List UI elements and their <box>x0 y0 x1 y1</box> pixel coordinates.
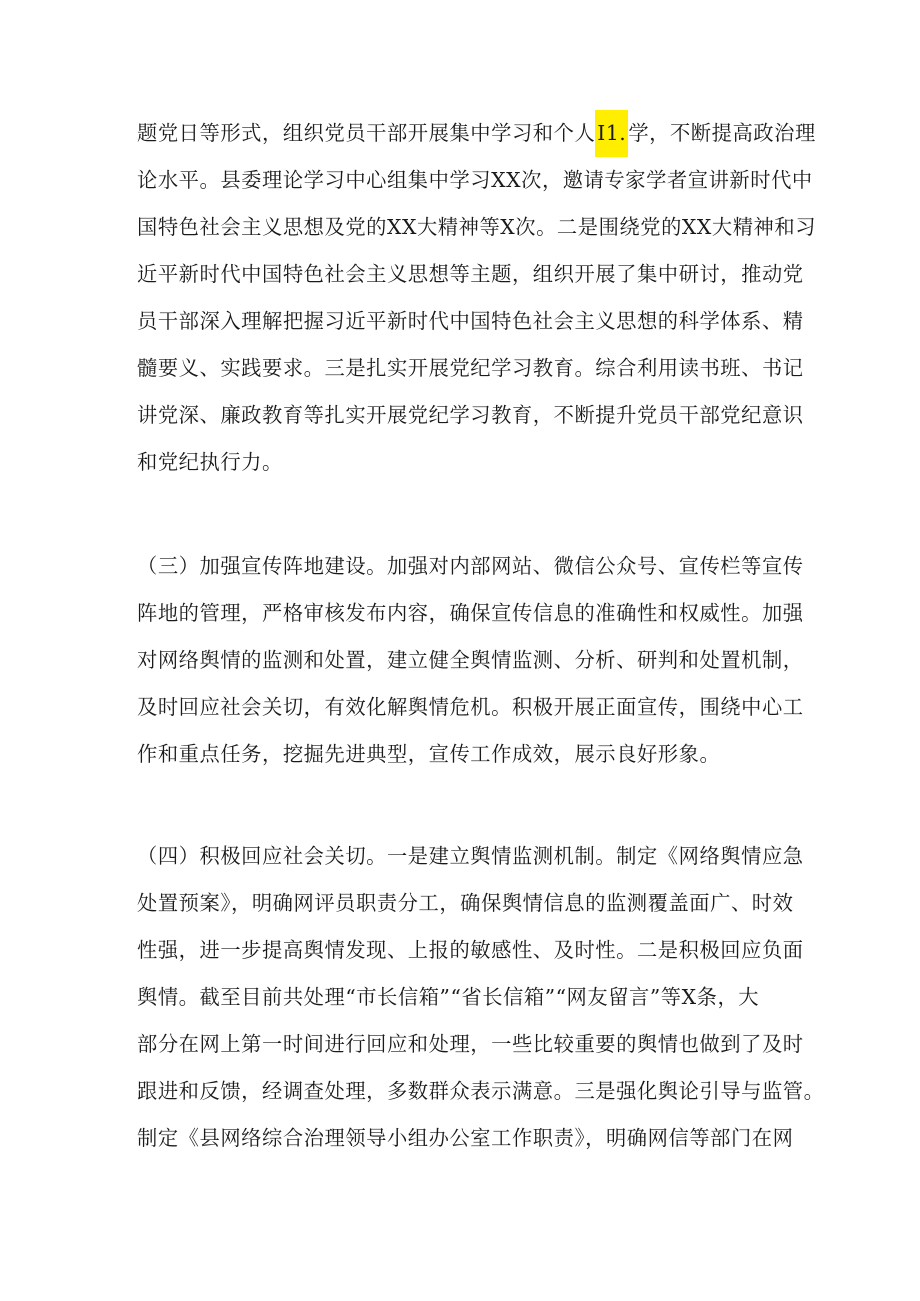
paragraph-publicity <box>137 543 804 778</box>
paragraph-study <box>137 110 817 486</box>
text-line: （四）积极回应社会关切。一是建立舆情监测机制。制定《网络舆情应急 <box>137 844 804 868</box>
text-line: 部分在网上第一时间进行回应和处理，一些比较重要的舆情也做到了及时 <box>137 1032 804 1056</box>
text-line: 及时回应社会关切，有效化解舆情危机。积极开展正面宣传，围绕中心工 <box>137 695 804 719</box>
text-line: 近平新时代中国特色社会主义思想等主题，组织开展了集中研讨，推动党 <box>137 262 804 286</box>
text-line: 处置预案》，明确网评员职责分工，确保舆情信息的监测覆盖面广、时效 <box>137 891 794 915</box>
text-line: 员干部深入理解把握习近平新时代中国特色社会主义思想的科学体系、精 <box>137 309 804 333</box>
text-line: 跟进和反馈，经调查处理，多数群众表示满意。三是强化舆论引导与监管。 <box>137 1079 825 1103</box>
text-line: 国特色社会主义思想及党的XX大精神等X次。二是围绕党的XX大精神和习 <box>137 215 817 239</box>
text-line: 讲党深、廉政教育等扎实开展党纪学习教育，不断提升党员干部党纪意识 <box>137 403 804 427</box>
text-line: 舆情。截至目前共处理“市长信箱”“省长信箱”“网友留言”等X条，大 <box>137 985 760 1009</box>
text-line: （三）加强宣传阵地建设。加强对内部网站、微信公众号、宣传栏等宣传 <box>137 554 804 578</box>
text-line: 和党纪执行力。 <box>137 450 283 474</box>
text-line: 论水平。县委理论学习中心组集中学习XX次，邀请专家学者宣讲新时代中 <box>137 168 813 192</box>
highlighted-text: I1. <box>595 110 628 157</box>
text-line: 对网络舆情的监测和处置，建立健全舆情监测、分析、研判和处置机制， <box>137 648 804 672</box>
text-line: 髓要义、实践要求。三是扎实开展党纪学习教育。综合利用读书班、书记 <box>137 356 804 380</box>
text-line: 性强，进一步提高舆情发现、上报的敏感性、及时性。二是积极回应负面 <box>137 938 804 962</box>
text-line: 题党日等形式，组织党员干部开展集中学习和个人I1.学，不断提高政治理 <box>137 110 801 157</box>
text-line: 作和重点任务，挖掘先进典型，宣传工作成效，展示良好形象。 <box>137 742 721 766</box>
paragraph-response <box>137 833 825 1162</box>
text-line: 制定《县网络综合治理领导小组办公室工作职责》，明确网信等部门在网 <box>137 1126 794 1150</box>
text-line: 阵地的管理，严格审核发布内容，确保宣传信息的准确性和权威性。加强 <box>137 601 804 625</box>
